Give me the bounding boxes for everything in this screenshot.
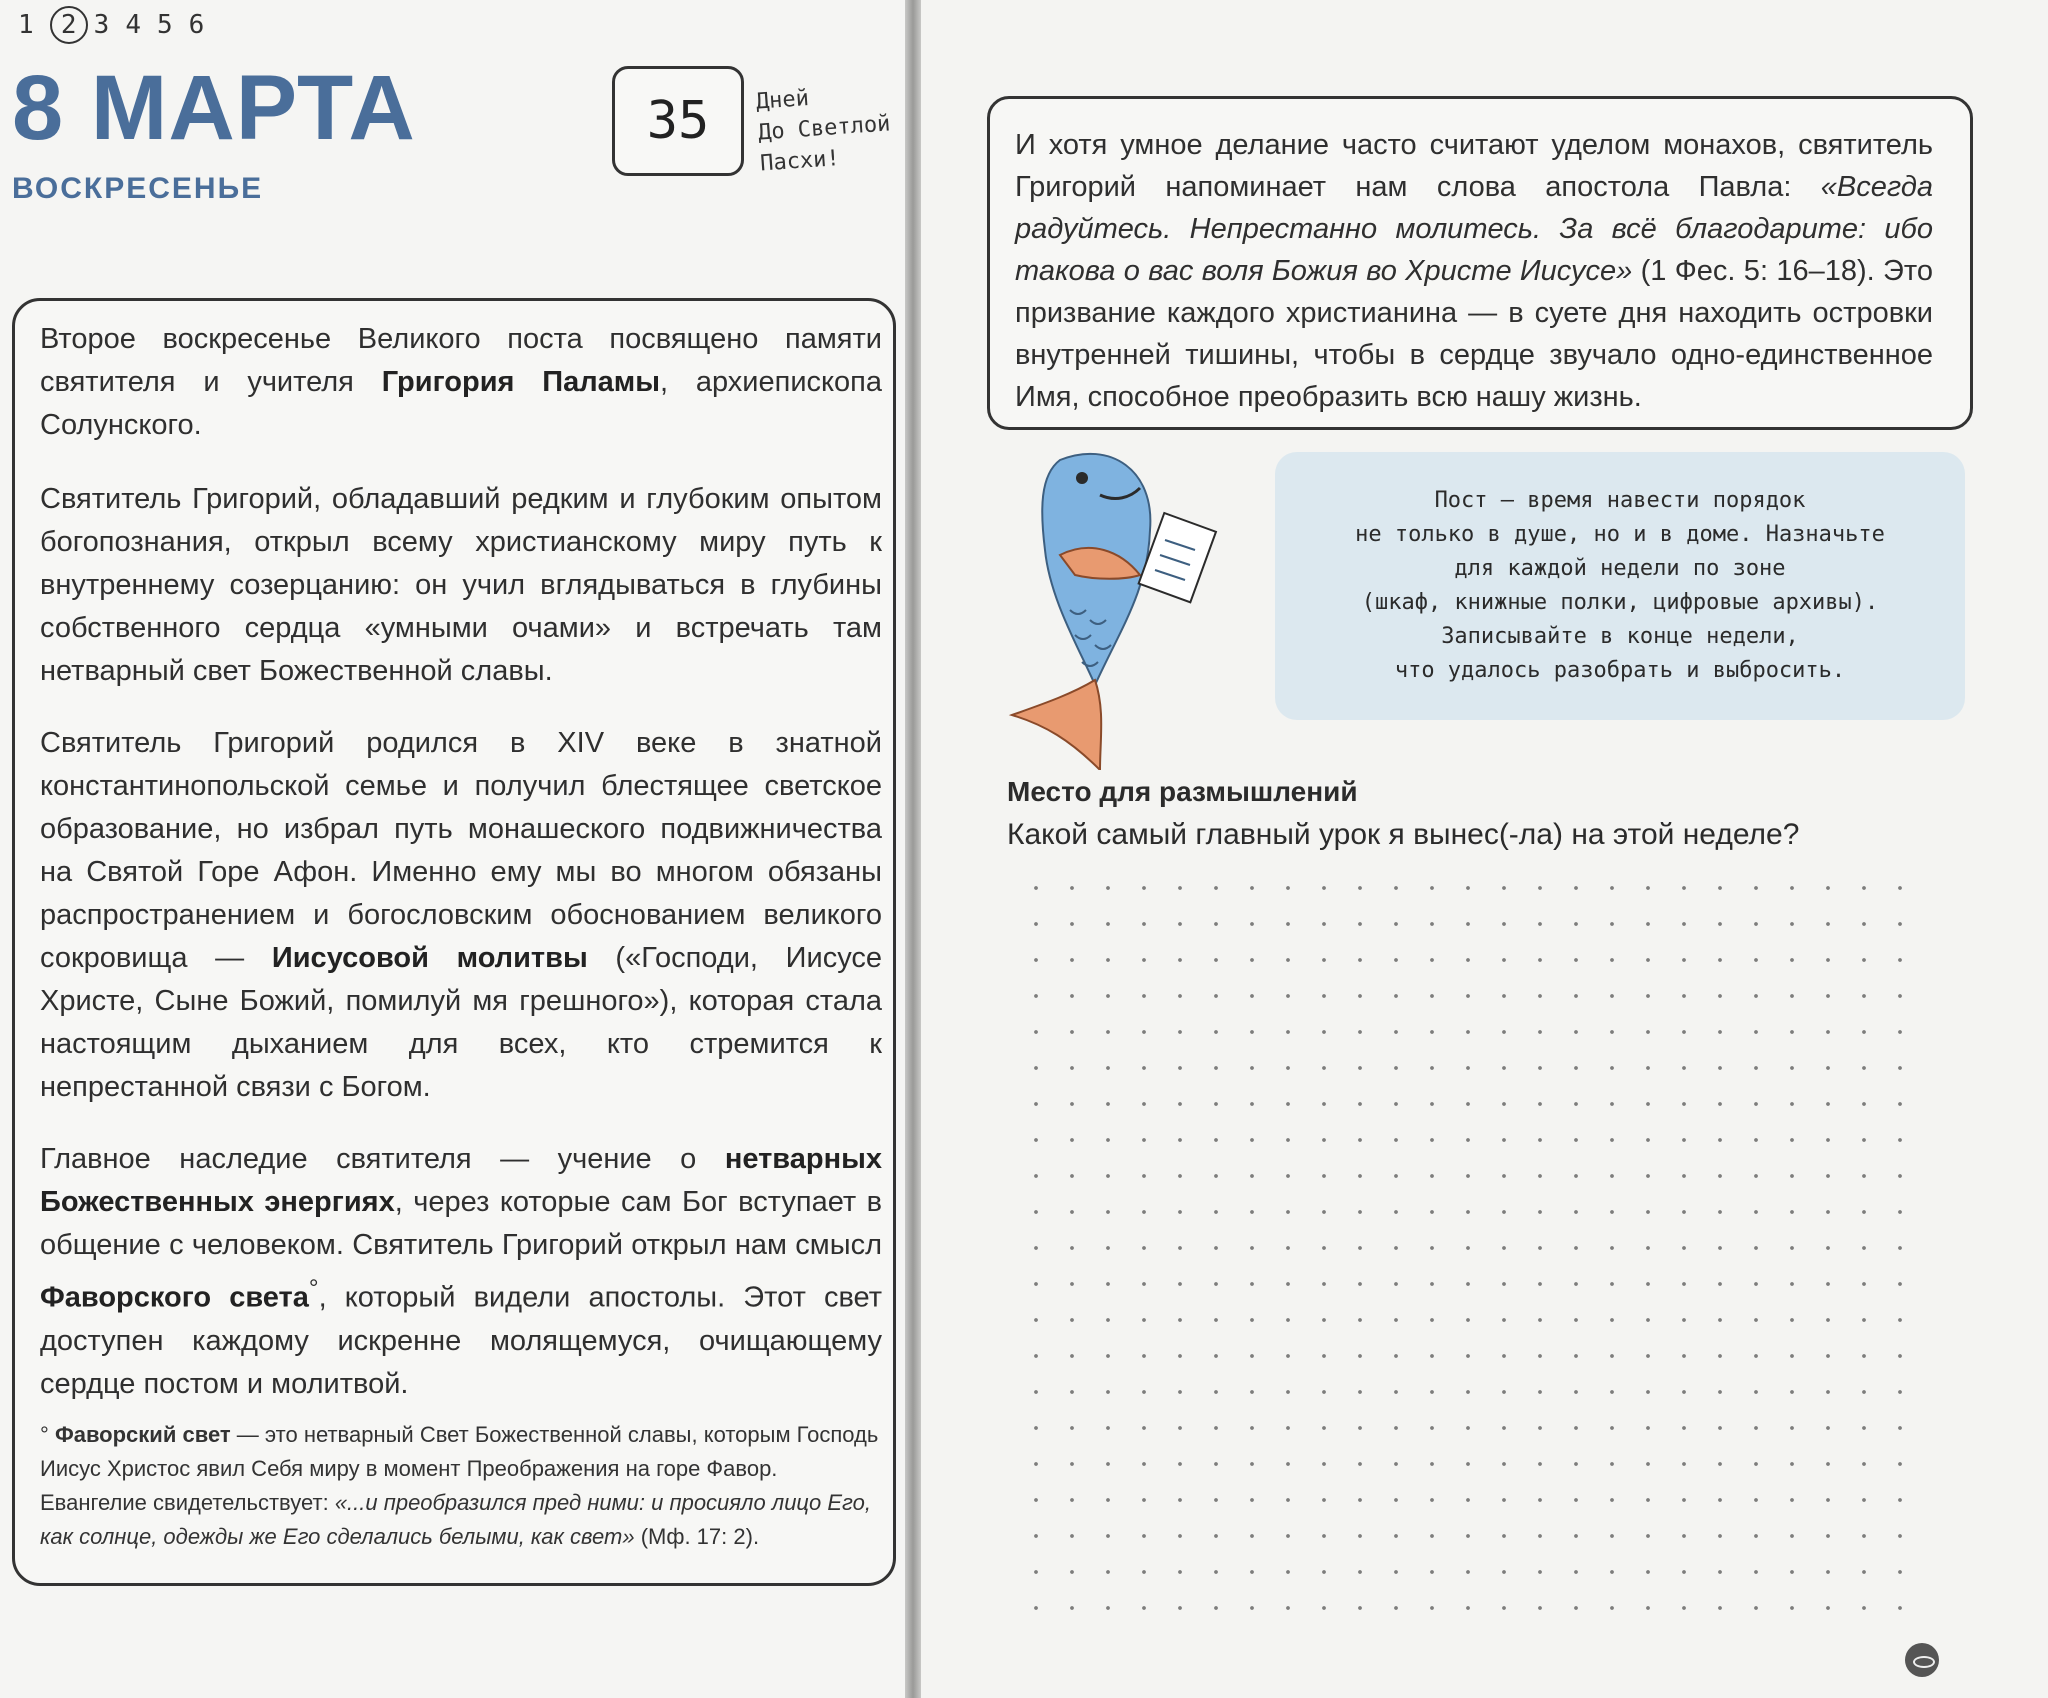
- paragraph-intro: Второе воскресенье Великого поста посвящено памяти святителя и учителя Григория Паламы, архиепископа Солунского.: [40, 323, 882, 441]
- paragraph-biography: Святитель Григорий родился в XIV веке в знатной константинопольской семье и получил блестящее светское образование, но избрал путь монашеского подвижничества на Святой Горе Афон. Именно ему мы во многом обязаны распространением и богословским обоснованием великого сокровища — Иисусовой молитвы («Господи, Иисусе Христе, Сыне Божий, помилуй мя грешного»), которая стала настоящим дыханием для всех, кто стремится к непрестанной связи с Богом.: [40, 727, 883, 1103]
- footnote-mark: °: [40, 1422, 49, 1447]
- date-title: 8 МАРТА: [12, 57, 416, 159]
- week-number-row: [18, 6, 220, 44]
- book-gutter: [905, 0, 921, 1698]
- week-number: 4: [125, 10, 147, 40]
- left-page: [0, 0, 912, 1698]
- week-number: 1: [18, 10, 40, 40]
- countdown-caption: Дней До Светлой Пасхи!: [755, 86, 892, 177]
- reflection-question: Какой самый главный урок я вынес(-ла) на этой неделе?: [1007, 818, 1800, 851]
- current-week-number: 2: [50, 6, 88, 44]
- week-number: 3: [93, 10, 116, 40]
- weekday-label: ВОСКРЕСЕНЬЕ: [12, 172, 264, 205]
- quote-paragraph: И хотя умное делание часто считают уделом монахов, святитель Григорий напоминает нам слова апостола Павла: «Всегда радуйтесь. Непрестанно молитесь. За всё благодарите: ибо такова о вас воля Божия во Христе Иисусе» (1 Фес. 5: 16–18). Это призвание каждого христианина — в суете дня находить островки внутренней тишины, чтобы в сердце звучало одно-единственное Имя, способное преобразить всю нашу жизнь.: [1015, 129, 1933, 413]
- week-number: 6: [188, 10, 211, 40]
- countdown-number: 35: [612, 66, 744, 176]
- paragraph-experience: Святитель Григорий, обладавший редким и глубоким опытом богопознания, открыл всему христианскому миру путь к внутреннему созерцанию: он учил вглядываться в глубины собственного сердца «умными очами» и встречать там нетварный свет Божественной славы.: [40, 483, 882, 687]
- week-number: 5: [156, 10, 179, 40]
- reflection-title: Место для размышлений: [1007, 776, 1358, 807]
- paragraph-legacy: Главное наследие святителя — учение о нетварных Божественных энергиях, через которые сам Бог вступает в общение с человеком. Святитель Григорий открыл нам смысл Фаворского света°, который видели апостолы. Этот свет доступен каждому искренне молящемуся, очищающему сердце постом и молитвой.: [40, 1143, 882, 1400]
- tip-text: Пост — время навести порядок не только в душе, но и в доме. Назначьте для каждой недели по зоне (шкаф, книжные полки, цифровые архивы). Записывайте в конце недели, что удалось разобрать и выбросить.: [1355, 488, 1885, 683]
- fish-illustration: [1000, 440, 1250, 770]
- footnote: ° Фаворский свет — это нетварный Свет Божественной славы, которым Господь Иисус Христос явил Себя миру в момент Преображения на горе Фавор. Евангелие свидетельствует: «...и преобразился пред ними: и просияло лицо Его, как солнце, одежды же Его сделались белыми, как свет» (Мф. 17: 2).: [40, 1422, 879, 1549]
- dot-grid-writing-area[interactable]: [1018, 870, 1918, 1610]
- page-marker-icon: [1905, 1643, 1939, 1677]
